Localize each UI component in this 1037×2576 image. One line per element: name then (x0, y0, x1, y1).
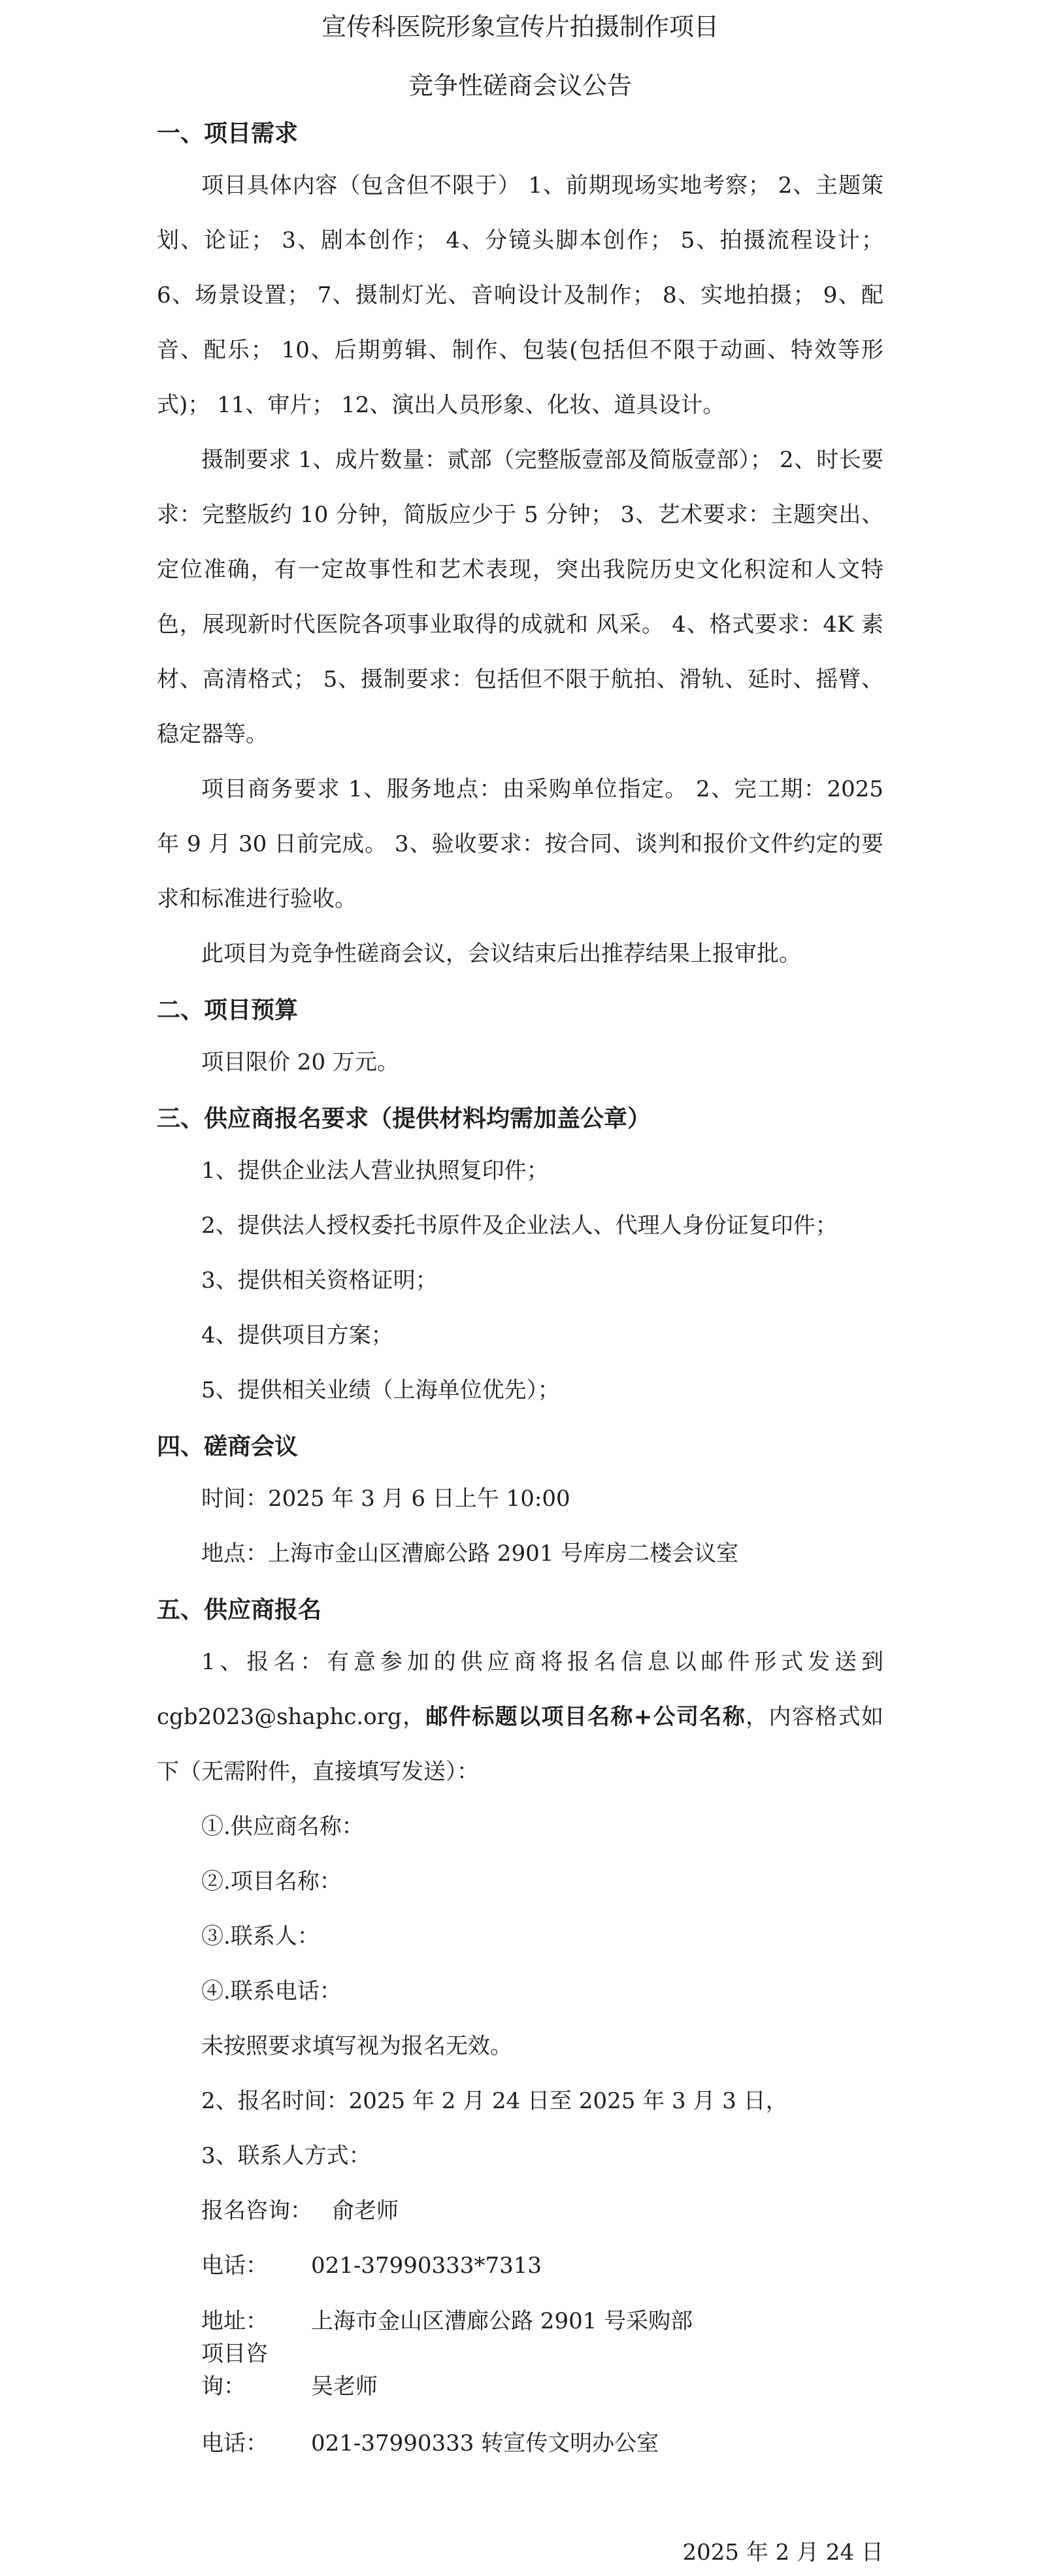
contact-heading: 3、联系人方式： (201, 2143, 371, 2169)
registration-paragraph (157, 1635, 883, 1799)
address-row (157, 2305, 883, 2338)
registration-period: 2、报名时间：2025 年 2 月 24 日至 2025 年 3 月 3 日， (201, 2088, 788, 2114)
section-heading-meeting: 四、磋商会议 (157, 1433, 299, 1460)
production-requirements-paragraph: 摄制要求 1、成片数量：贰部（完整版壹部及简版壹部）； 2、时长要求：完整版约 10 分钟，简版应少于 5 分钟； 3、艺术要求：主题突出、定位准确，有一定故事性和艺术表现，突出我院历史文化积淀和人文特色，展现新时代医院各项事业取得的成就和 风采。 4、格式要求：4K 素材、高清格式； 5、摄制要求：包括但不限于航拍、滑轨、延时、摇臂、稳定器等。 (157, 447, 883, 747)
form-field-label: ④.联系电话： (201, 1978, 342, 2004)
budget-text: 项目限价 20 万元。 (201, 1049, 399, 1075)
requirement-item: 4、提供项目方案； (201, 1322, 393, 1348)
meeting-place: 地点：上海市金山区漕廊公路 2901 号库房二楼会议室 (201, 1541, 739, 1567)
requirement-item: 5、提供相关业绩（上海单位优先）； (201, 1377, 560, 1403)
document-title-line1: 宣传科医院形象宣传片拍摄制作项目 (321, 12, 719, 41)
phone-number-1: 021-37990333*7313 (311, 2253, 542, 2279)
phone-row-1 (157, 2238, 883, 2293)
registration-format-note: ，内容格式如下（无需附件，直接填写发送）： (157, 1704, 884, 1785)
form-field-label: ②.项目名称： (201, 1868, 342, 1895)
phone-label: 电话： (201, 2430, 268, 2456)
section-heading-supplier-requirements: 三、供应商报名要求（提供材料均需加盖公章） (157, 1105, 651, 1132)
phone-number-2: 021-37990333 转宣传文明办公室 (311, 2430, 659, 2456)
phone-row-2 (157, 2416, 883, 2471)
project-consult-name: 吴老师 (311, 2373, 378, 2400)
form-field-label: ③.联系人： (201, 1923, 320, 1949)
business-requirements-paragraph: 项目商务要求 1、服务地点：由采购单位指定。 2、完工期：2025 年 9 月 30 日前完成。 3、验收要求：按合同、谈判和报价文件约定的要求和标准进行验收。 (157, 776, 883, 912)
approval-note-paragraph: 此项目为竞争性磋商会议，会议结束后出推荐结果上报审批。 (201, 941, 801, 967)
registration-intro: 1、报名：有意参加的供应商将报名信息以邮件形式发送到 cgb2023@shaphc.org， (157, 1649, 883, 1730)
email-subject-rule: 邮件标题以项目名称+公司名称 (425, 1704, 746, 1730)
section-heading-budget: 二、项目预算 (157, 996, 299, 1024)
signup-consult-row (157, 2183, 883, 2238)
requirement-item: 3、提供相关资格证明； (201, 1267, 438, 1294)
invalid-registration-note: 未按照要求填写视为报名无效。 (201, 2033, 512, 2059)
section-heading-registration: 五、供应商报名 (157, 1596, 322, 1623)
phone-label: 电话： (201, 2253, 268, 2279)
document-date: 2025 年 2 月 24 日 (682, 2539, 883, 2566)
signup-consult-label: 报名咨询： (201, 2198, 312, 2224)
form-field-label: ①.供应商名称： (201, 1814, 364, 1840)
address-value: 上海市金山区漕廊公路 2901 号采购部 (311, 2308, 693, 2334)
project-consult-row (157, 2338, 883, 2403)
signup-consult-name: 俞老师 (332, 2198, 399, 2224)
requirement-item: 2、提供法人授权委托书原件及企业法人、代理人身份证复印件； (201, 1213, 838, 1239)
requirement-item: 1、提供企业法人营业执照复印件； (201, 1158, 549, 1184)
project-consult-label: 项目咨询： (201, 2341, 268, 2400)
address-label: 地址： (201, 2308, 268, 2334)
meeting-time: 时间：2025 年 3 月 6 日上午 10:00 (201, 1486, 570, 1512)
section-heading-requirements: 一、项目需求 (157, 120, 299, 147)
document-title-line2: 竞争性磋商会议公告 (408, 71, 632, 100)
project-content-paragraph: 项目具体内容（包含但不限于） 1、前期现场实地考察； 2、主题策划、论证； 3、剧本创作； 4、分镜头脚本创作； 5、拍摄流程设计； 6、场景设置； 7、摄制灯光、音响设计及制作； 8、实地拍摄； 9、配音、配乐； 10、后期剪辑、制作、包装(包括但不限于动画、特效等形式)； 11、审片； 12、演出人员形象、化妆、道具设计。 (157, 172, 883, 418)
